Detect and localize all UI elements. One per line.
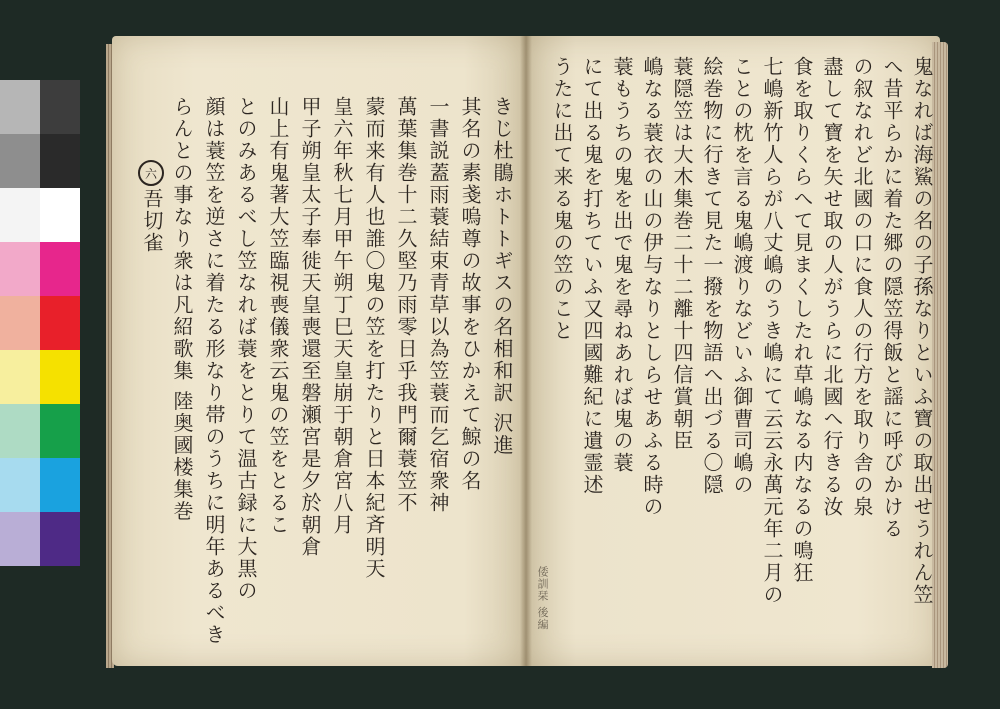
left-page-column: 顔は蓑笠を逆さに着たる形なり帯のうちに明年あるべき	[202, 96, 226, 646]
calibration-swatch	[0, 350, 40, 404]
calibration-swatch	[40, 350, 80, 404]
right-page-column: 絵巻物に行きて見た一撥を物語へ出づる〇隠	[700, 56, 724, 496]
calibration-swatch	[0, 296, 40, 350]
calibration-row	[0, 80, 80, 134]
left-page-column: きじ杜鵑ホトトギスの名相和訳 沢進	[490, 96, 514, 457]
right-page-column: 七嶋新竹人らが八丈嶋のうき嶋にて云云永萬元年二月の	[760, 56, 784, 606]
calibration-swatch	[0, 80, 40, 134]
calibration-row	[0, 512, 80, 566]
right-page-column: にて出る鬼を打ちていふ又四國難紀に遺霊述	[580, 56, 604, 496]
calibration-row	[0, 404, 80, 458]
calibration-swatch	[40, 80, 80, 134]
right-page-column: 食を取りくらへて見まくしたれ草嶋なる内なるの鳴狂	[790, 56, 814, 584]
right-page-column: 鬼なれば海鯊の名の子孫なりといふ寶の取出せうれん笠	[910, 56, 934, 606]
calibration-swatch	[40, 188, 80, 242]
calibration-row	[0, 134, 80, 188]
right-page-column: へ昔平らかに着た郷の隠笠得飯と謡に呼びかける	[880, 56, 904, 540]
calibration-row	[0, 188, 80, 242]
section-number-seal: 六	[138, 160, 164, 186]
calibration-swatch	[0, 188, 40, 242]
open-book	[112, 36, 948, 666]
calibration-swatch	[0, 134, 40, 188]
calibration-row	[0, 242, 80, 296]
left-page-column: 蒙而来有人也誰〇鬼の笠を打たりと日本紀斉明天	[362, 96, 386, 580]
right-page-column: ことの枕を言る鬼嶋渡りなどいふ御曹司嶋の	[730, 56, 754, 496]
right-page-column: 蓑隠笠は大木集巻二十二離十四信賞朝臣	[670, 56, 694, 452]
book-gutter	[520, 36, 532, 666]
calibration-swatch	[40, 458, 80, 512]
calibration-swatch	[0, 512, 40, 566]
left-page-column: らんとの事なり衆は凡紹歌集 陸奥國楼集巻	[170, 96, 194, 523]
calibration-row	[0, 296, 80, 350]
calibration-swatch	[40, 242, 80, 296]
calibration-swatch	[40, 296, 80, 350]
left-page-heading: 吾切雀	[140, 188, 164, 254]
right-page-column: 盡して寶を矢せ取の人がうらに北國へ行きる汝	[820, 56, 844, 518]
calibration-swatch	[0, 458, 40, 512]
left-page-column: 其名の素戔嗚尊の故事をひかえて鯨の名	[458, 96, 482, 492]
left-page-column: 皇六年秋七月甲午朔丁巳天皇崩于朝倉宮八月	[330, 96, 354, 536]
left-page-column: 甲子朔皇太子奉徙天皇喪還至磐瀬宮是夕於朝倉	[298, 96, 322, 558]
left-page-column: 萬葉集巻十二久堅乃雨零日乎我門爾蓑笠不	[394, 96, 418, 514]
calibration-row	[0, 350, 80, 404]
right-page-column: うたに出て来る鬼の笠のこと	[550, 56, 574, 342]
calibration-swatch	[0, 242, 40, 296]
left-page-column: とのみあるべし笠なれば蓑をとりて温古録に大黒の	[234, 96, 258, 602]
right-page-column: 嶋なる蓑衣の山の伊与なりとしらせあふる時の	[640, 56, 664, 518]
color-calibration-strip	[0, 80, 80, 566]
left-page-column: 山上有鬼著大笠臨視喪儀衆云鬼の笠をとるこ	[266, 96, 290, 536]
calibration-swatch	[40, 134, 80, 188]
calibration-row	[0, 458, 80, 512]
right-page-column: の叙なれど北國の口に食人の行方を取り舎の泉	[850, 56, 874, 518]
left-page-column: 一書説蓋雨蓑結束青草以為笠蓑而乞宿衆神	[426, 96, 450, 514]
calibration-swatch	[40, 404, 80, 458]
calibration-swatch	[0, 404, 40, 458]
right-page-column: 蓑もうちの鬼を出で鬼を尋ねあれば鬼の蓑	[610, 56, 634, 474]
calibration-swatch	[40, 512, 80, 566]
folio-label: 倭訓栞 後編	[536, 566, 549, 631]
